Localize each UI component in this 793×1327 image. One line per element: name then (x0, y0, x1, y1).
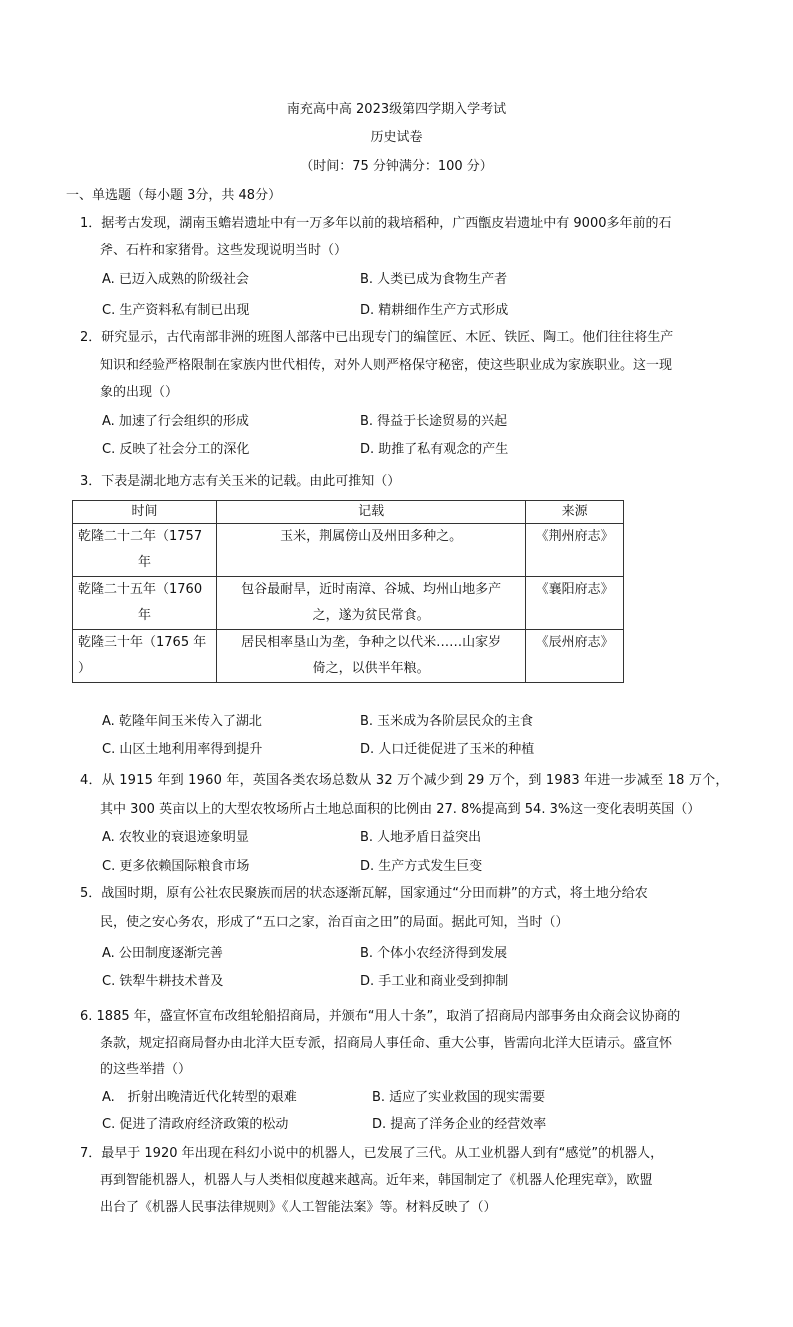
option-a: A. 农牧业的衰退迹象明显 (102, 830, 249, 845)
table-cell-record (217, 577, 526, 630)
question-text: 的这些举措（） (100, 1062, 192, 1077)
option-a: A. 加速了行会组织的形成 (102, 414, 249, 429)
table-header-cell: 记载 (217, 501, 526, 524)
option-c: C. 铁犁牛耕技术普及 (102, 974, 224, 989)
option-b: B. 得益于长途贸易的兴起 (360, 414, 508, 429)
option-c: C. 促进了清政府经济政策的松动 (102, 1117, 289, 1132)
option-b: B. 玉米成为各阶层民众的主食 (360, 714, 534, 729)
table-cell-record (217, 524, 526, 577)
option-b: B. 适应了实业救国的现实需要 (372, 1090, 546, 1105)
table-cell-time (73, 524, 217, 577)
table-header-cell: 来源 (526, 501, 624, 524)
option-d: D. 精耕细作生产方式形成 (360, 303, 509, 318)
question-text: 3．下表是湖北地方志有关玉米的记载。由此可推知（） (80, 474, 401, 489)
table-cell-source: 《辰州府志》 (526, 630, 624, 683)
question-text: 再到智能机器人，机器人与人类相似度越来越高。近年来，韩国制定了《机器人伦理宪章》，欧盟 (100, 1173, 653, 1188)
exam-subtitle: 历史试卷 (370, 130, 423, 145)
record-line: 玉米，荆属傍山及州田多种之。 (280, 529, 463, 544)
question-text: 条款，规定招商局督办由北洋大臣专派，招商局人事任命、重大公事，皆需向北洋大臣请示。盛宣怀 (100, 1036, 673, 1051)
table-cell-source: 《襄阳府志》 (526, 577, 624, 630)
time-line: 年 (138, 608, 152, 623)
table-row (73, 630, 624, 683)
record-line: 居民相率垦山为垄，争种之以代米……山家岁 (241, 635, 502, 650)
question-text: 7．最早于 1920 年出现在科幻小说中的机器人，已发展了三代。从工业机器人到有“感觉”的机器人， (80, 1146, 664, 1161)
option-c: C. 生产资料私有制已出现 (102, 303, 250, 318)
time-line: 年 (138, 555, 152, 570)
option-c: C. 更多依赖国际粮食市场 (102, 859, 250, 874)
record-line: 之，遂为贫民常食。 (312, 608, 430, 623)
question-text: 其中 300 英亩以上的大型农牧场所占土地总面积的比例由 27. 8%提高到 54. 3%这一变化表明英国（） (100, 802, 701, 817)
section-heading: 一、单选题（每小题 3分，共 48分） (66, 188, 282, 203)
question-text: 2．研究显示，古代南部非洲的班图人部落中已出现专门的编筐匠、木匠、铁匠、陶工。他们往往将生产 (80, 330, 674, 345)
option-a: A. 已迈入成熟的阶级社会 (102, 272, 249, 287)
time-line: ） (78, 661, 92, 676)
record-line: 倚之，以供半年粮。 (312, 661, 430, 676)
option-d: D. 助推了私有观念的产生 (360, 442, 509, 457)
option-a: A. 折射出晚清近代化转型的艰难 (102, 1090, 297, 1105)
question-text: 5．战国时期，原有公社农民聚族而居的状态逐渐瓦解，国家通过“分田而耕”的方式，将土地分给农 (80, 886, 648, 901)
record-table (72, 500, 624, 683)
table-cell-record (217, 630, 526, 683)
option-c: C. 山区土地利用率得到提升 (102, 742, 263, 757)
option-a: A. 公田制度逐渐完善 (102, 946, 223, 961)
record-line: 包谷最耐旱，近时南漳、谷城、均州山地多产 (241, 582, 502, 597)
question-text: 象的出现（） (100, 385, 179, 400)
question-text: 出台了《机器人民事法律规则》《人工智能法案》等。材料反映了（） (100, 1200, 497, 1215)
question-text: 1．据考古发现，湖南玉蟾岩遗址中有一万多年以前的栽培稻种，广西甑皮岩遗址中有 9000多年前的石 (80, 216, 672, 231)
option-d: D. 人口迁徙促进了玉米的种植 (360, 742, 535, 757)
time-line: 乾隆三十年（1765 年 (78, 635, 207, 650)
time-line: 乾隆二十二年（1757 (78, 529, 203, 544)
table-cell-time (73, 630, 217, 683)
exam-meta: （时间：75 分钟满分：100 分） (300, 159, 493, 174)
option-b: B. 人类已成为食物生产者 (360, 272, 508, 287)
question-text: 4．从 1915 年到 1960 年，英国各类农场总数从 32 万个减少到 29 万个，到 1983 年进一步减至 18 万个， (80, 773, 729, 788)
question-text: 民，使之安心务农，形成了“五口之家，治百亩之田”的局面。据此可知，当时（） (100, 915, 569, 930)
table-row (73, 577, 624, 630)
question-text: 知识和经验严格限制在家族内世代相传，对外人则严格保守秘密，使这些职业成为家族职业。这一现 (100, 358, 673, 373)
table-cell-source: 《荆州府志》 (526, 524, 624, 577)
question-text: 斧、石杵和家猪骨。这些发现说明当时（） (100, 243, 348, 258)
table-cell-time (73, 577, 217, 630)
option-c: C. 反映了社会分工的深化 (102, 442, 250, 457)
option-d: D. 手工业和商业受到抑制 (360, 974, 509, 989)
option-b: B. 个体小农经济得到发展 (360, 946, 508, 961)
option-b: B. 人地矛盾日益突出 (360, 830, 482, 845)
exam-title: 南充高中高 2023级第四学期入学考试 (286, 102, 507, 117)
option-d: D. 生产方式发生巨变 (360, 859, 483, 874)
option-a: A. 乾隆年间玉米传入了湖北 (102, 714, 262, 729)
option-d: D. 提高了洋务企业的经营效率 (372, 1117, 547, 1132)
table-row (73, 524, 624, 577)
table-header-cell: 时间 (73, 501, 217, 524)
table-header-row (73, 501, 624, 524)
time-line: 乾隆二十五年（1760 (78, 582, 203, 597)
question-text: 6. 1885 年，盛宣怀宣布改组轮船招商局，并颁布“用人十条”，取消了招商局内部事务由众商会议协商的 (80, 1009, 681, 1024)
